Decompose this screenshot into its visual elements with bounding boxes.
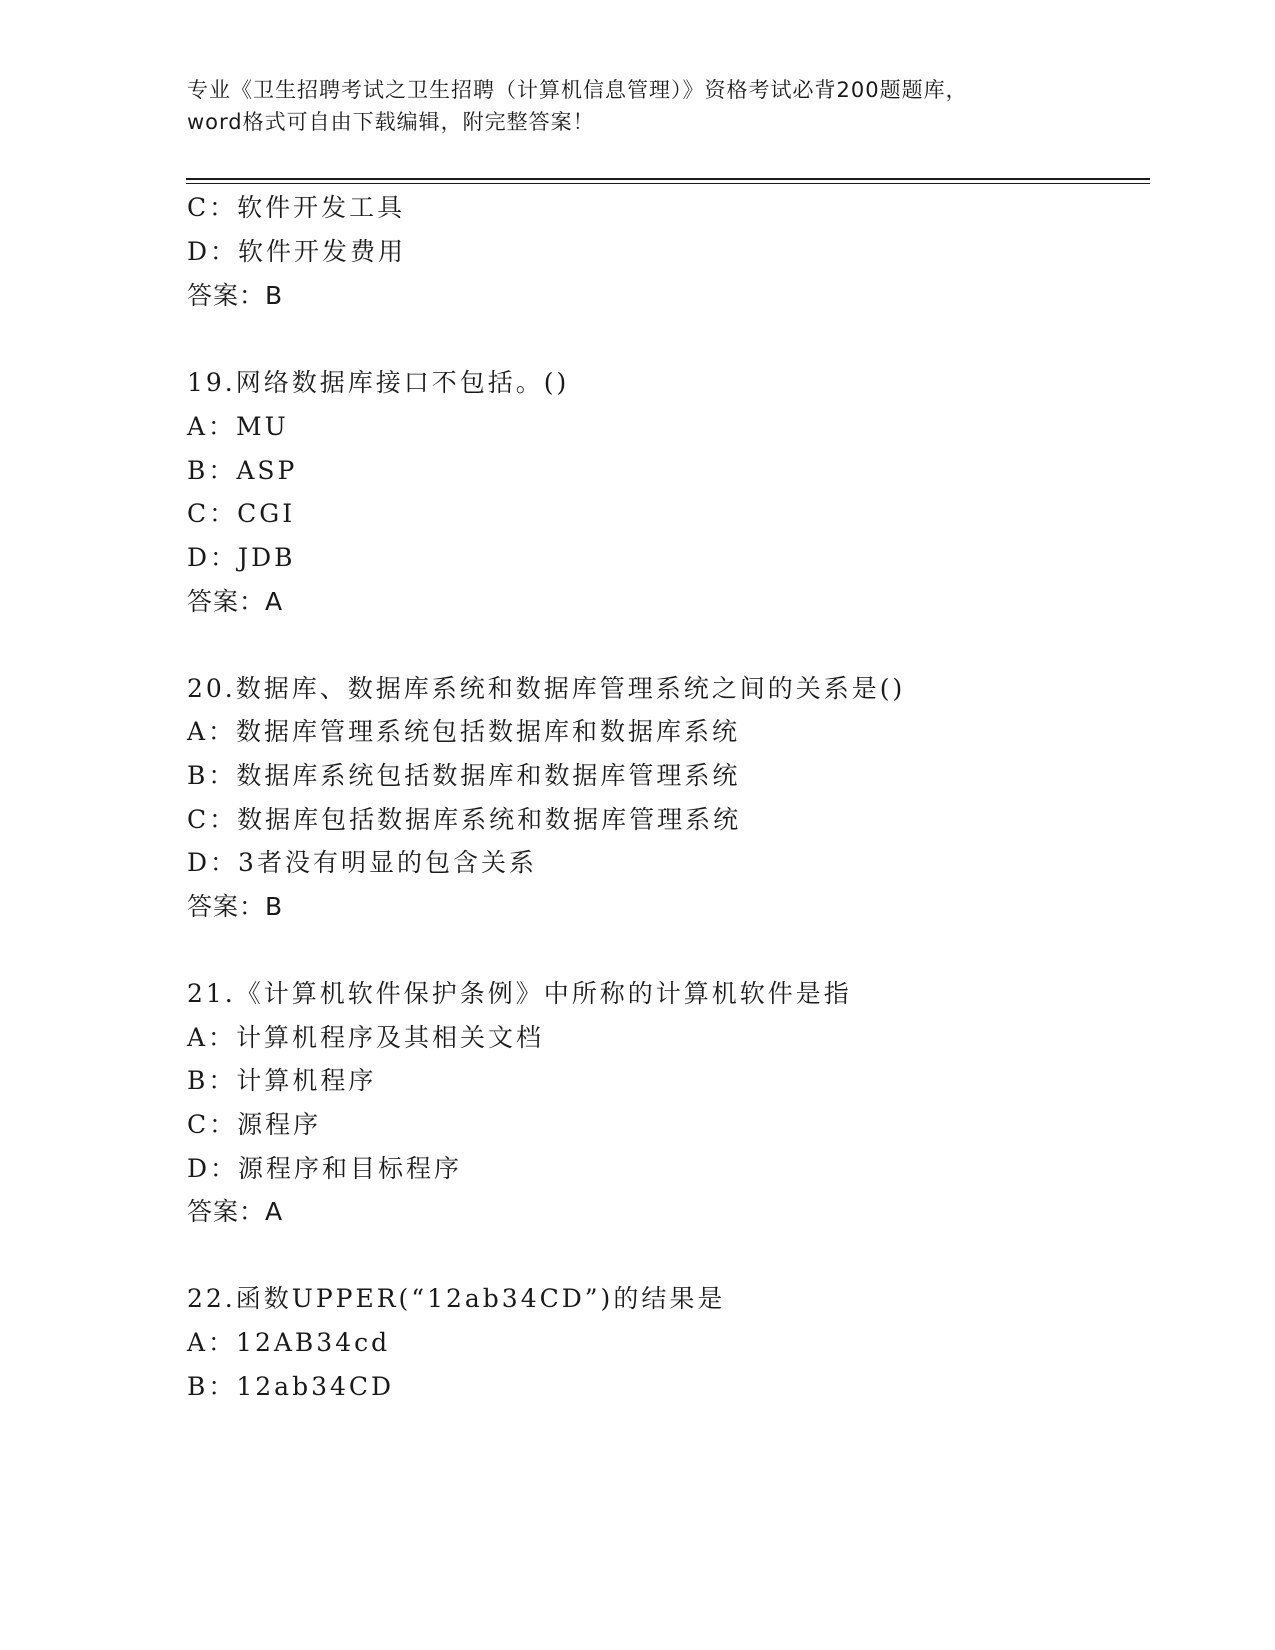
- q18-option-d: D：软件开发费用: [187, 237, 407, 266]
- q21-option-a: A：计算机程序及其相关文档: [187, 1023, 545, 1052]
- q19-option-b: B：ASP: [187, 456, 298, 485]
- q21-option-c: C：源程序: [187, 1110, 322, 1139]
- q19-answer: 答案：A: [187, 587, 284, 616]
- q18-answer: 答案：B: [187, 281, 284, 310]
- header-divider-thick: [186, 178, 1150, 180]
- q18-option-c: C：软件开发工具: [187, 193, 406, 222]
- document-header: [187, 74, 1087, 138]
- q20-option-b: B：数据库系统包括数据库和数据库管理系统: [187, 761, 741, 790]
- q20-answer: 答案：B: [187, 892, 284, 921]
- q21-answer: 答案：A: [187, 1197, 284, 1226]
- q20-question: 20.数据库、数据库系统和数据库管理系统之间的关系是(): [187, 674, 906, 703]
- q21-question: 21.《计算机软件保护条例》中所称的计算机软件是指: [187, 979, 852, 1008]
- q19-option-d: D：JDB: [187, 543, 296, 572]
- header-divider-thin: [186, 183, 1150, 184]
- q21-option-b: B：计算机程序: [187, 1066, 377, 1095]
- q19-option-a: A：MU: [187, 412, 289, 441]
- q22-option-b: B：12ab34CD: [187, 1372, 395, 1401]
- q20-option-a: A：数据库管理系统包括数据库和数据库系统: [187, 717, 741, 746]
- q20-option-c: C：数据库包括数据库系统和数据库管理系统: [187, 805, 742, 834]
- header-title-line: 专业《卫生招聘考试之卫生招聘（计算机信息管理）》资格考试必背200题题库，: [187, 78, 968, 102]
- q21-option-d: D：源程序和目标程序: [187, 1154, 463, 1183]
- header-subtitle-line: word格式可自由下载编辑，附完整答案！: [187, 110, 595, 134]
- q22-option-a: A：12AB34cd: [187, 1328, 391, 1357]
- q20-option-d: D：3者没有明显的包含关系: [187, 848, 537, 877]
- q22-question: 22.函数UPPER(“12ab34CD”)的结果是: [187, 1284, 726, 1313]
- q19-option-c: C：CGI: [187, 499, 296, 528]
- q19-question: 19.网络数据库接口不包括。(): [187, 368, 570, 397]
